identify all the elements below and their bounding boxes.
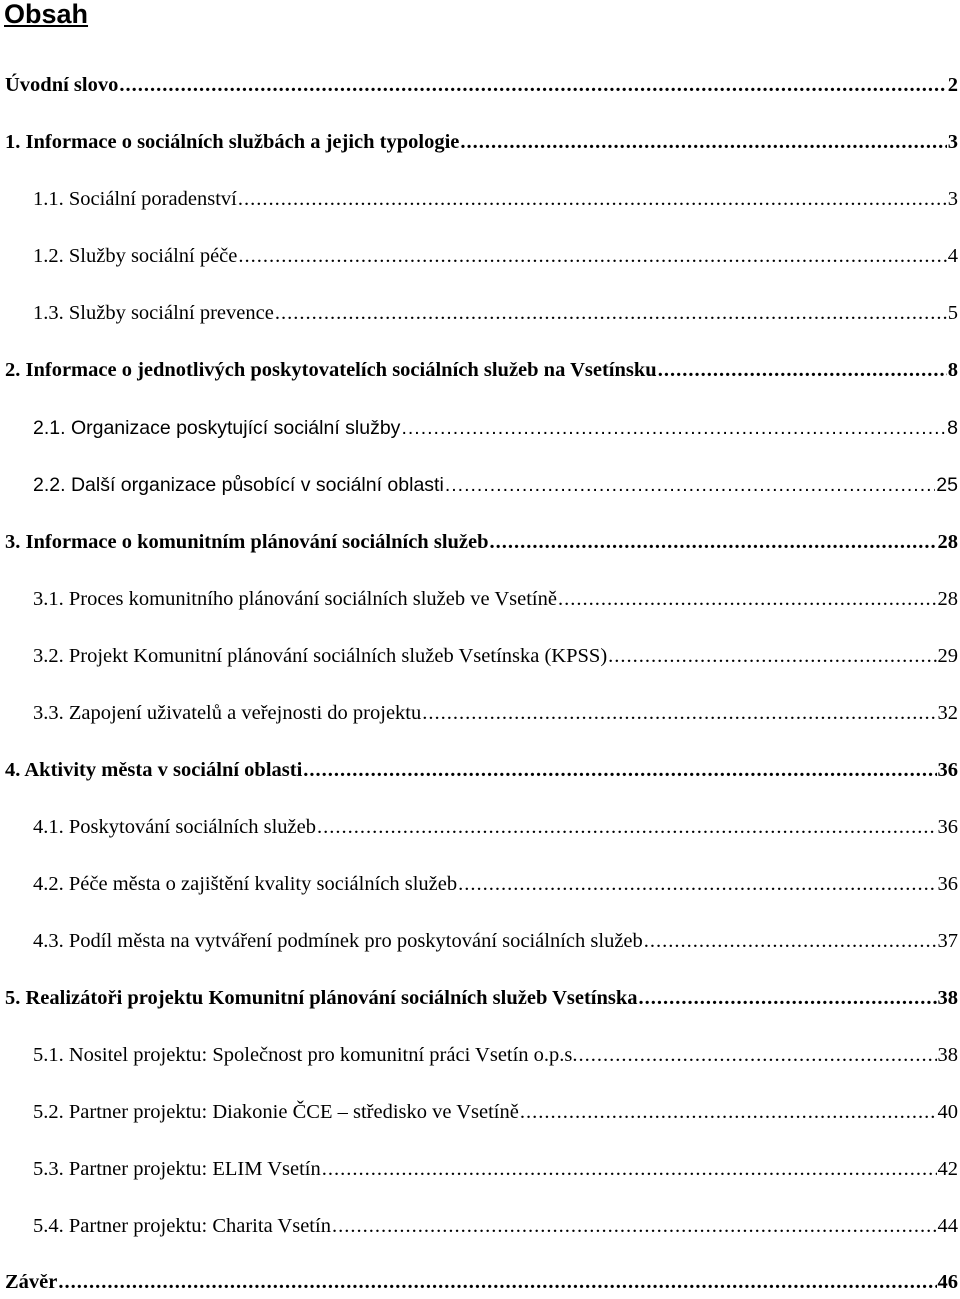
toc-entry-1[interactable] [5,125,958,159]
toc-entry-page: 36 [937,759,958,781]
toc-leader-dots [658,353,947,387]
toc-entry-page: 28 [937,588,958,610]
toc-entry-4-2[interactable] [33,867,958,901]
toc-leader-dots [401,411,946,445]
toc-leader-dots [558,582,937,616]
toc-entry-title: 4.3. Podíl města na vytváření podmínek pro poskytování sociálních služeb [33,930,643,952]
toc-entry-title: Závěr [5,1271,58,1293]
toc-leader-dots [275,296,947,330]
toc-leader-dots [608,639,936,673]
toc-entry-title: 2.1. Organizace poskytující sociální služby [33,417,401,439]
toc-entry-5-2[interactable] [33,1095,958,1129]
toc-entry-2-1[interactable] [33,411,958,445]
toc-entry-2[interactable] [5,353,958,387]
toc-entry-title: Úvodní slovo [5,74,119,96]
toc-entry-intro[interactable] [5,68,958,102]
toc-leader-dots [490,525,937,559]
toc-entry-3[interactable] [5,525,958,559]
toc-entry-page: 36 [937,816,958,838]
toc-heading: Obsah [4,0,89,29]
toc-entry-page: 38 [937,987,958,1009]
toc-entry-2-2[interactable] [33,468,958,502]
toc-entry-page: 42 [937,1158,958,1180]
toc-entry-page: 3 [947,188,958,210]
toc-entry-1-3[interactable] [33,296,958,330]
toc-entry-4[interactable] [5,753,958,787]
toc-entry-page: 38 [937,1044,958,1066]
toc-entry-1-1[interactable] [33,182,958,216]
toc-entry-title: 3.3. Zapojení uživatelů a veřejnosti do projektu [33,702,422,724]
toc-entry-3-3[interactable] [33,696,958,730]
toc-entry-1-2[interactable] [33,239,958,273]
toc-leader-dots [322,1152,937,1186]
toc-entry-3-2[interactable] [33,639,958,673]
toc-entry-page: 3 [947,131,958,153]
toc-leader-dots [58,1265,936,1299]
toc-entry-page: 8 [947,417,958,439]
toc-entry-page: 29 [937,645,958,667]
toc-leader-dots [238,239,946,273]
toc-leader-dots [639,981,937,1015]
toc-entry-page: 25 [936,474,958,496]
toc-leader-dots [119,68,946,102]
toc-leader-dots [520,1095,937,1129]
toc-leader-dots [460,125,946,159]
toc-entry-title: 4.2. Péče města o zajištění kvality sociálních služeb [33,873,458,895]
toc-entry-page: 28 [937,531,958,553]
toc-entry-title: 2.2. Další organizace působící v sociální oblasti [33,474,444,496]
toc-entry-page: 4 [947,245,958,267]
toc-entry-title: 3. Informace o komunitním plánování sociálních služeb [5,531,489,553]
toc-entry-title: 4.1. Poskytování sociálních služeb [33,816,316,838]
toc-entry-page: 37 [937,930,958,952]
toc-leader-dots [579,1038,937,1072]
toc-entry-title: 5. Realizátoři projektu Komunitní plánování sociálních služeb Vsetínska [5,987,638,1009]
toc-entry-title: 4. Aktivity města v sociální oblasti [5,759,303,781]
toc-leader-dots [303,753,936,787]
toc-entry-4-1[interactable] [33,810,958,844]
toc-leader-dots [238,182,947,216]
toc-entry-title: 2. Informace o jednotlivých poskytovatelích sociálních služeb na Vsetínsku [5,359,657,381]
toc-entry-page: 5 [947,302,958,324]
toc-entry-title: 1. Informace o sociálních službách a jejich typologie [5,131,460,153]
toc-entry-title: 1.1. Sociální poradenství [33,188,237,210]
toc-entry-title: 5.1. Nositel projektu: Společnost pro komunitní práci Vsetín o.p.s. [33,1044,578,1066]
toc-leader-dots [458,867,936,901]
toc-entry-conclusion[interactable] [5,1265,958,1299]
toc-entry-title: 5.3. Partner projektu: ELIM Vsetín [33,1158,321,1180]
toc-entry-title: 5.2. Partner projektu: Diakonie ČCE – středisko ve Vsetíně [33,1101,519,1123]
toc-entry-3-1[interactable] [33,582,958,616]
toc-entry-title: 1.3. Služby sociální prevence [33,302,274,324]
toc-entry-page: 40 [937,1101,958,1123]
toc-entry-page: 32 [937,702,958,724]
toc-entry-page: 46 [937,1271,958,1293]
toc-entry-page: 8 [947,359,958,381]
toc-entry-5-1[interactable] [33,1038,958,1072]
toc-leader-dots [445,468,935,502]
toc-leader-dots [332,1209,937,1243]
toc-entry-4-3[interactable] [33,924,958,958]
toc-entry-page: 36 [937,873,958,895]
toc-leader-dots [317,810,937,844]
toc-entry-5[interactable] [5,981,958,1015]
toc-entry-title: 5.4. Partner projektu: Charita Vsetín [33,1215,331,1237]
toc-leader-dots [644,924,937,958]
toc-entry-title: 1.2. Služby sociální péče [33,245,238,267]
toc-entry-5-3[interactable] [33,1152,958,1186]
toc-entry-page: 2 [947,74,958,96]
toc-entry-page: 44 [937,1215,958,1237]
toc-leader-dots [422,696,936,730]
toc-entry-title: 3.2. Projekt Komunitní plánování sociálních služeb Vsetínska (KPSS) [33,645,608,667]
toc-entry-title: 3.1. Proces komunitního plánování sociálních služeb ve Vsetíně [33,588,557,610]
toc-entry-5-4[interactable] [33,1209,958,1243]
